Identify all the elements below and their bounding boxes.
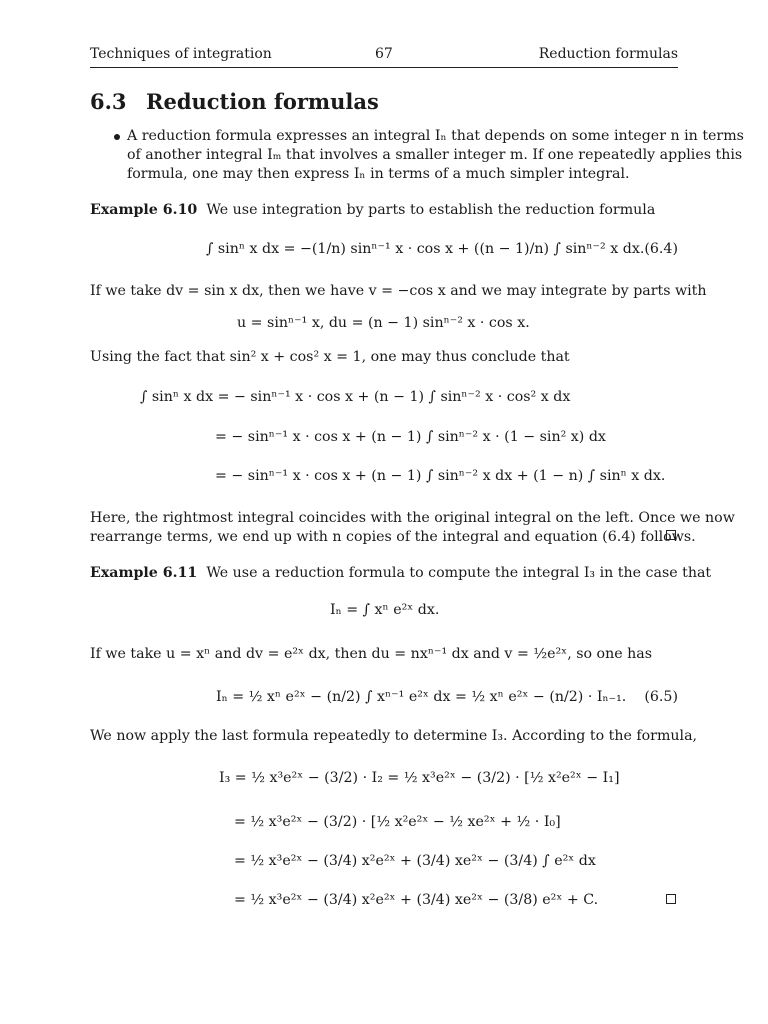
example-6-10-intro: We use integration by parts to establish the reduction formula [206, 202, 656, 218]
header-right: Reduction formulas [538, 46, 678, 62]
substitution-text: If we take u = xⁿ and dv = e²ˣ dx, then du = nxⁿ⁻¹ dx and v = ½e²ˣ, so one has [90, 646, 653, 662]
equation-6-4-number: (6.4) [644, 241, 678, 257]
qed-icon [666, 894, 676, 904]
equation-6-4: ∫ sinⁿ x dx = −(1/n) sinⁿ⁻¹ x · cos x + ((n − 1)/n) ∫ sinⁿ⁻² x dx. [206, 241, 645, 257]
section-title: Reduction formulas [146, 89, 379, 114]
bullet-icon [114, 134, 120, 140]
bullet-line-3: formula, one may then express Iₙ in terms of a much simpler integral. [127, 166, 630, 182]
derivation-line-2: = − sinⁿ⁻¹ x · cos x + (n − 1) ∫ sinⁿ⁻² x · (1 − sin² x) dx [215, 429, 606, 445]
header-page-number: 67 [375, 46, 393, 62]
parts-text: If we take dv = sin x dx, then we have v = −cos x and we may integrate by parts with [90, 283, 707, 299]
computation-line-1: I₃ = ½ x³e²ˣ − (3/2) · I₂ = ½ x³e²ˣ − (3/2) · [½ x²e²ˣ − I₁] [219, 770, 620, 786]
section-number: 6.3 [90, 89, 127, 114]
apply-text: We now apply the last formula repeatedly to determine I₃. According to the formula, [90, 728, 698, 744]
example-6-10-label: Example 6.10 [90, 202, 198, 218]
example-6-11-intro: We use a reduction formula to compute the integral I₃ in the case that [206, 565, 712, 581]
example-6-10-paragraph [90, 201, 655, 220]
bullet-line-2: of another integral Iₘ that involves a smaller integer m. If one repeatedly applies this [127, 147, 743, 163]
equation-6-5: Iₙ = ½ xⁿ e²ˣ − (n/2) ∫ xⁿ⁻¹ e²ˣ dx = ½ xⁿ e²ˣ − (n/2) · Iₙ₋₁. [216, 689, 627, 705]
derivation-line-3: = − sinⁿ⁻¹ x · cos x + (n − 1) ∫ sinⁿ⁻² x dx + (1 − n) ∫ sinⁿ x dx. [215, 468, 666, 484]
conclusion-line-2: rearrange terms, we end up with n copies of the integral and equation (6.4) follows. [90, 529, 696, 545]
computation-line-4: = ½ x³e²ˣ − (3/4) x²e²ˣ + (3/4) xe²ˣ − (3/8) e²ˣ + C. [234, 892, 599, 908]
equation-6-5-number: (6.5) [644, 689, 678, 705]
qed-icon [666, 530, 676, 540]
parts-equation: u = sinⁿ⁻¹ x, du = (n − 1) sinⁿ⁻² x · cos x. [237, 315, 530, 331]
example-6-11-paragraph [90, 564, 711, 583]
example-6-11-label: Example 6.11 [90, 565, 198, 581]
derivation-line-1: ∫ sinⁿ x dx = − sinⁿ⁻¹ x · cos x + (n − 1) ∫ sinⁿ⁻² x · cos² x dx [140, 389, 571, 405]
bullet-line-1: A reduction formula expresses an integral Iₙ that depends on some integer n in terms [127, 128, 744, 144]
computation-line-2: = ½ x³e²ˣ − (3/2) · [½ x²e²ˣ − ½ xe²ˣ + ½ · I₀] [234, 814, 561, 830]
conclusion-line-1: Here, the rightmost integral coincides with the original integral on the left. Once we now [90, 510, 735, 526]
integral-definition: Iₙ = ∫ xⁿ e²ˣ dx. [330, 602, 440, 618]
identity-text: Using the fact that sin² x + cos² x = 1, one may thus conclude that [90, 349, 570, 365]
header-left: Techniques of integration [90, 46, 272, 62]
header-rule [90, 67, 678, 68]
computation-line-3: = ½ x³e²ˣ − (3/4) x²e²ˣ + (3/4) xe²ˣ − (3/4) ∫ e²ˣ dx [234, 853, 596, 869]
